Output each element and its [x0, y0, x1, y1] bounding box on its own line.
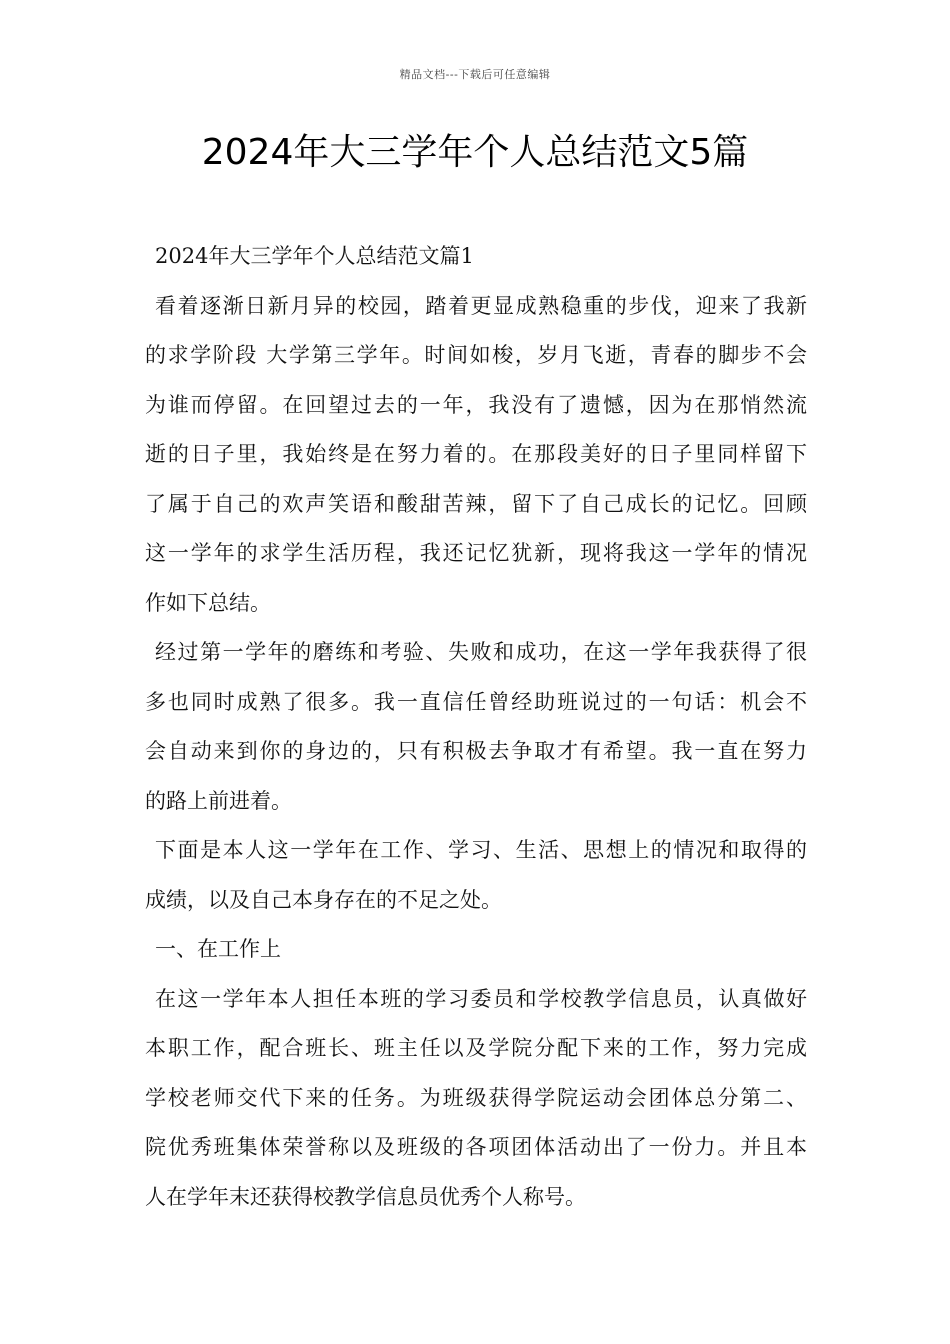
text-line: 为谁而停留。在回望过去的一年，我没有了遗憾，因为在那悄然流 [145, 392, 807, 417]
text-line: 下面是本人这一学年在工作、学习、生活、思想上的情况和取得的 [155, 838, 807, 862]
text-line: 作如下总结。 [145, 590, 271, 615]
text-line: 经过第一学年的磨练和考验、失败和成功，在这一学年我获得了很 [155, 640, 807, 664]
text-line: 在这一学年本人担任本班的学习委员和学校教学信息员，认真做好 [155, 986, 807, 1011]
document-body [145, 232, 807, 1222]
text-line: 学校老师交代下来的任务。为班级获得学院运动会团体总分第二、 [145, 1085, 807, 1110]
text-line: 的求学阶段 大学第三学年。时间如梭，岁月飞逝，青春的脚步不会 [145, 343, 807, 367]
text-line: 人在学年末还获得校教学信息员优秀个人称号。 [145, 1184, 586, 1209]
header-note: 精品文档---下载后可任意编辑 [399, 68, 551, 81]
text-line: 本职工作，配合班长、班主任以及学院分配下来的工作，努力完成 [145, 1036, 807, 1060]
text-line: 的路上前进着。 [145, 788, 292, 813]
text-line: 会自动来到你的身边的，只有积极去争取才有希望。我一直在努力 [145, 739, 807, 763]
document-title: 2024年大三学年个人总结范文5篇 [201, 132, 749, 173]
text-line: 逝的日子里，我始终是在努力着的。在那段美好的日子里同样留下 [145, 442, 807, 466]
text-line: 多也同时成熟了很多。我一直信任曾经助班说过的一句话：机会不 [145, 689, 807, 714]
text-line: 了属于自己的欢声笑语和酸甜苦辣，留下了自己成长的记忆。回顾 [145, 491, 807, 516]
text-line: 院优秀班集体荣誉称以及班级的各项团体活动出了一份力。并且本 [145, 1135, 807, 1159]
text-line: 成绩，以及自己本身存在的不足之处。 [145, 887, 502, 912]
text-line: 2024年大三学年个人总结范文篇1 [155, 244, 474, 268]
text-line: 一、在工作上 [155, 937, 281, 961]
text-line: 这一学年的求学生活历程，我还记忆犹新，现将我这一学年的情况 [145, 541, 807, 565]
text-line: 看着逐渐日新月异的校园，踏着更显成熟稳重的步伐，迎来了我新 [155, 293, 807, 318]
